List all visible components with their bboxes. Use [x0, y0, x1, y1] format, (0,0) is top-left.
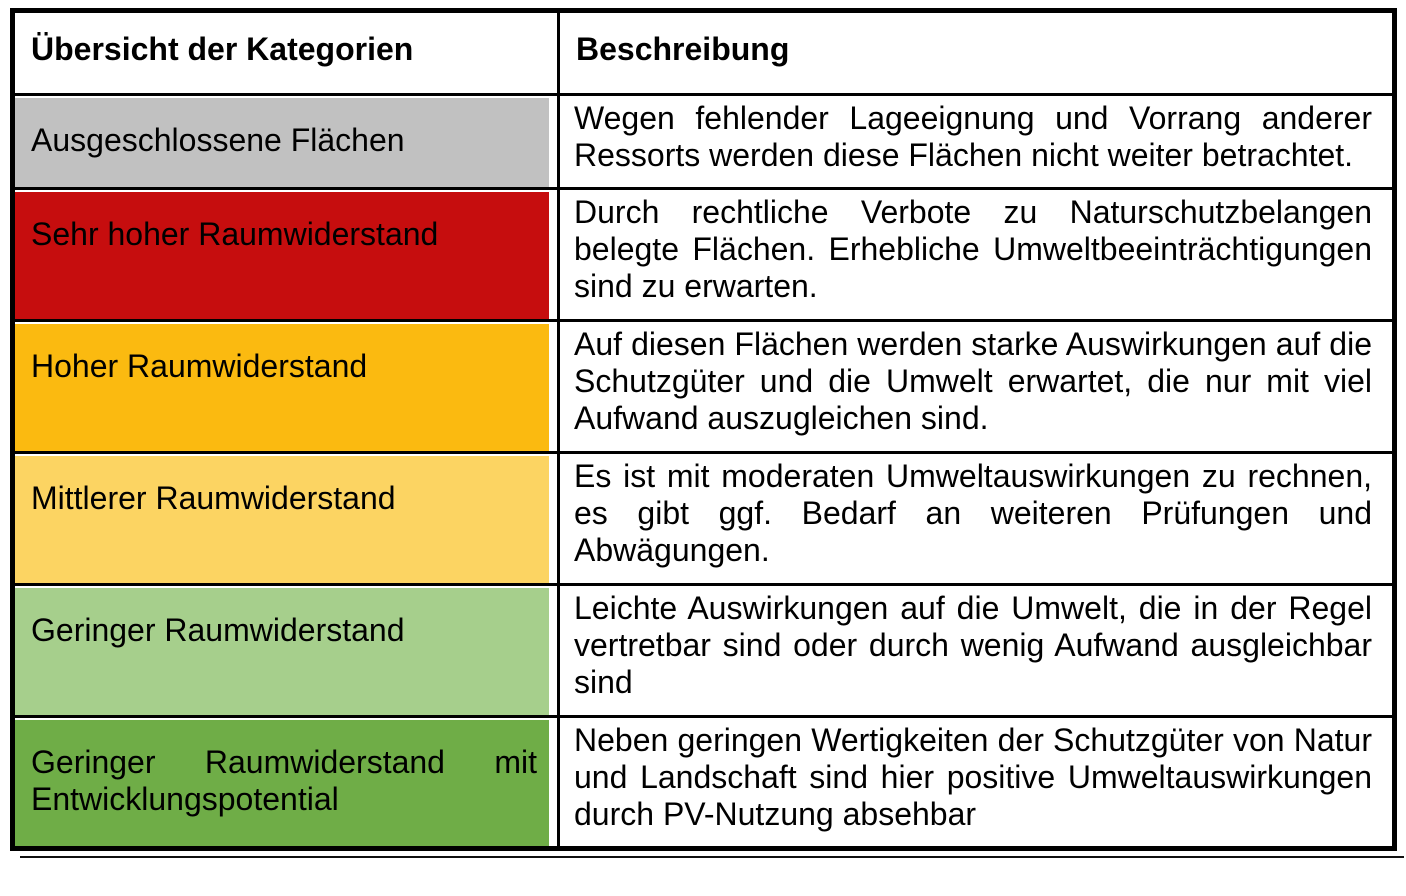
table-row	[13, 95, 1395, 189]
category-cell: Geringer Raumwiderstand mit Entwicklungspotential	[13, 717, 559, 849]
header-row	[13, 11, 1395, 95]
category-cell: Mittlerer Raumwiderstand	[13, 453, 559, 585]
category-cell: Ausgeschlossene Flächen	[13, 95, 559, 189]
column-header-description: Beschreibung	[559, 11, 1395, 95]
table-row	[13, 453, 1395, 585]
categories-table	[10, 8, 1397, 851]
table-row	[13, 189, 1395, 321]
table-header	[13, 11, 1395, 95]
description-cell: Leichte Auswirkungen auf die Umwelt, die in der Regel vertretbar sind oder durch wenig Aufwand ausgleichbar sind	[559, 585, 1395, 717]
category-cell: Geringer Raumwiderstand	[13, 585, 559, 717]
table-body	[13, 95, 1395, 849]
page-bottom-rule	[20, 856, 1404, 858]
table-row	[13, 585, 1395, 717]
description-cell: Es ist mit moderaten Umweltauswirkungen zu rechnen, es gibt ggf. Bedarf an weiteren Prüfungen und Abwägungen.	[559, 453, 1395, 585]
description-cell: Neben geringen Wertigkeiten der Schutzgüter von Natur und Landschaft sind hier positive Umweltauswirkungen durch PV-Nutzung absehbar	[559, 717, 1395, 849]
column-header-categories: Übersicht der Kategorien	[13, 11, 559, 95]
category-cell: Sehr hoher Raumwiderstand	[13, 189, 559, 321]
category-cell: Hoher Raumwiderstand	[13, 321, 559, 453]
table-row	[13, 321, 1395, 453]
description-cell: Durch rechtliche Verbote zu Naturschutzbelangen belegte Flächen. Erhebliche Umweltbeeinträchtigungen sind zu erwarten.	[559, 189, 1395, 321]
table-row	[13, 717, 1395, 849]
description-cell: Wegen fehlender Lageeignung und Vorrang anderer Ressorts werden diese Flächen nicht weiter betrachtet.	[559, 95, 1395, 189]
description-cell: Auf diesen Flächen werden starke Auswirkungen auf die Schutzgüter und die Umwelt erwartet, die nur mit viel Aufwand auszugleichen sind.	[559, 321, 1395, 453]
